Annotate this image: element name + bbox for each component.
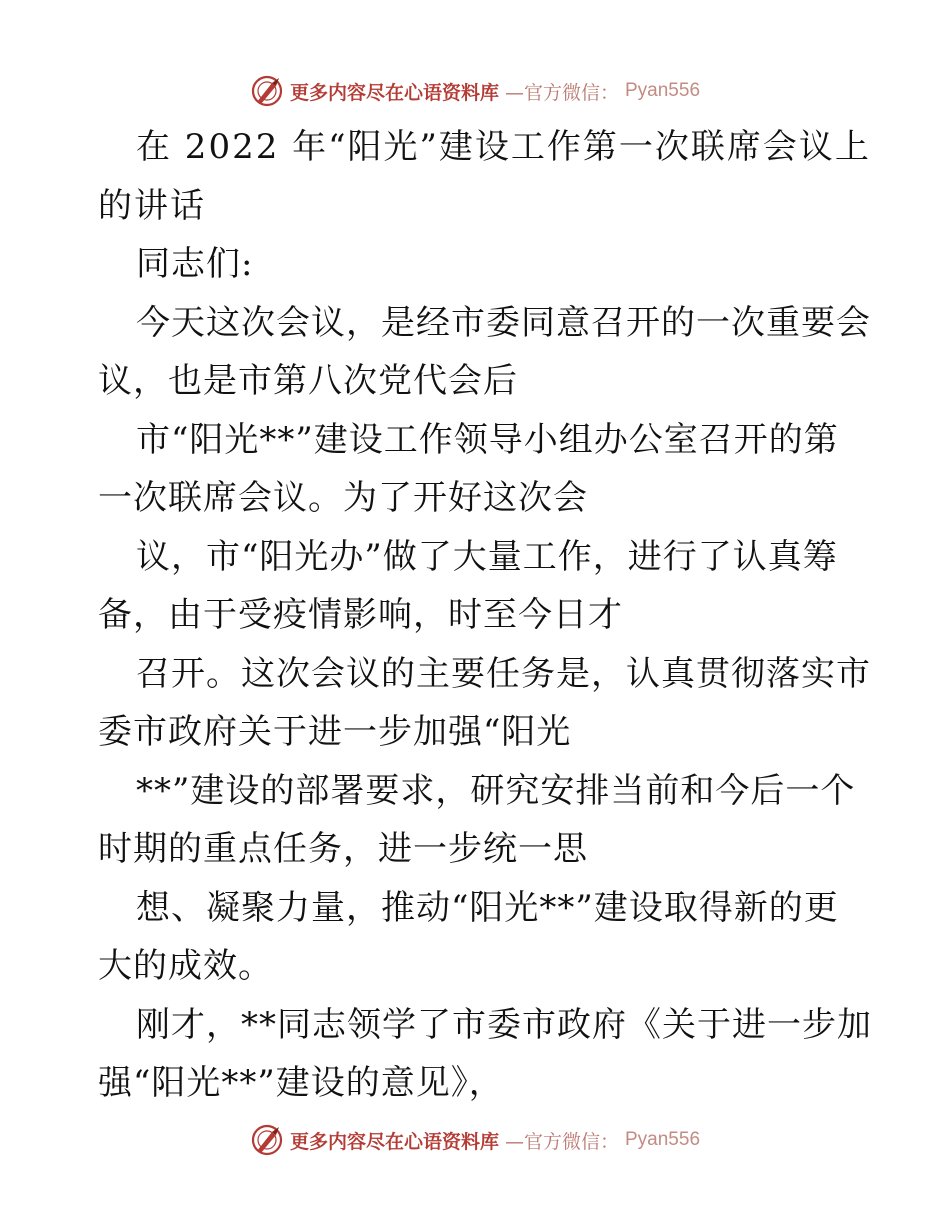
paragraph-line: 今天这次会议，是经市委同意召开的一次重要会 xyxy=(136,302,871,343)
paragraph-line: 强“阳光**”建设的意见》， xyxy=(98,1063,504,1103)
header-watermark xyxy=(0,71,950,111)
paragraph-line: 大的成效。 xyxy=(98,946,273,986)
paragraph-line: 召开。这次会议的主要任务是，认真贯彻落实市 xyxy=(136,653,871,694)
paragraph-line: 委市政府关于进一步加强“阳光 xyxy=(98,712,572,752)
header-separator-text: —官方微信： xyxy=(504,81,619,104)
footer-wechat-id: Pyan556 xyxy=(625,1129,701,1150)
document-body xyxy=(98,118,872,1113)
paragraph-line: 时期的重点任务，进一步统一思 xyxy=(98,829,588,869)
quill-pen-logo-icon xyxy=(250,1123,284,1157)
paragraph-line: 议，也是市第八次党代会后 xyxy=(98,361,518,401)
paragraph-line: 议，市“阳光办”做了大量工作，进行了认真筹 xyxy=(136,536,838,577)
document-title-line-1: 在 2022 年“阳光”建设工作第一次联席会议上 xyxy=(136,127,871,167)
paragraph-line: 刚才，**同志领学了市委市政府《关于进一步加 xyxy=(136,1004,872,1045)
salutation: 同志们: xyxy=(136,244,254,284)
paragraph-line: **”建设的部署要求，研究安排当前和今后一个 xyxy=(136,770,856,811)
footer-watermark xyxy=(0,1120,950,1160)
document-title-line-2: 的讲话 xyxy=(98,185,206,226)
quill-pen-logo-icon xyxy=(250,74,284,108)
header-brand-text: 更多内容尽在心语资料库 xyxy=(289,81,499,104)
footer-brand-text: 更多内容尽在心语资料库 xyxy=(289,1130,499,1153)
paragraph-line: 一次联席会议。为了开好这次会 xyxy=(98,478,588,518)
header-wechat-id: Pyan556 xyxy=(625,80,701,101)
paragraph-line: 想、凝聚力量，推动“阳光**”建设取得新的更 xyxy=(136,887,839,928)
footer-separator-text: —官方微信： xyxy=(504,1130,619,1153)
paragraph-line: 市“阳光**”建设工作领导小组办公室召开的第 xyxy=(136,419,839,460)
paragraph-line: 备，由于受疫情影响，时至今日才 xyxy=(98,595,623,635)
